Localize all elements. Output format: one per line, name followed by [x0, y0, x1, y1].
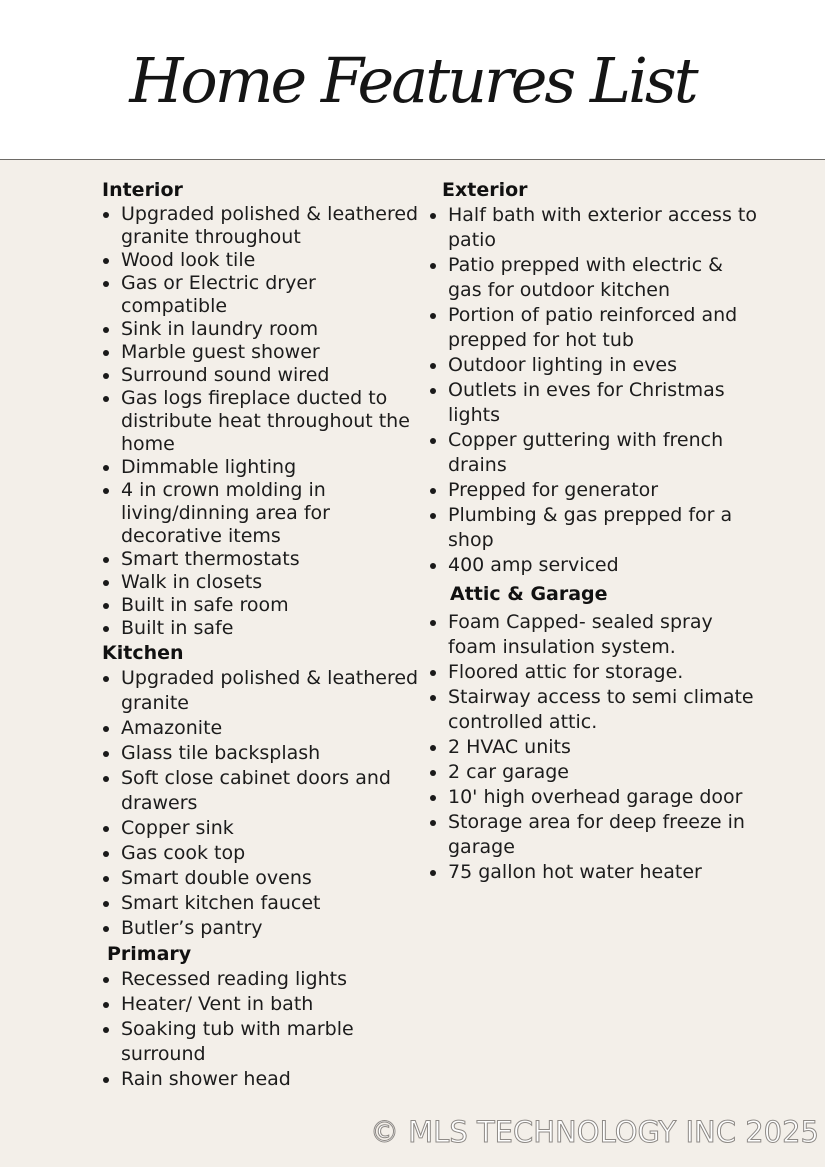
list-item: Plumbing & gas prepped for a shop — [429, 503, 759, 553]
list-item: Smart thermostats — [102, 548, 422, 571]
list-item: Glass tile backsplash — [102, 741, 422, 766]
list-item: Floored attic for storage. — [429, 660, 759, 685]
list-item: Built in safe — [102, 617, 422, 640]
list-item: Gas or Electric dryer compatible — [102, 272, 422, 318]
list-item: Storage area for deep freeze in garage — [429, 810, 759, 860]
list-item: Marble guest shower — [102, 341, 422, 364]
list-item: Copper guttering with french drains — [429, 428, 759, 478]
list-item: Smart double ovens — [102, 866, 422, 891]
attic-garage-heading: Attic & Garage — [450, 583, 608, 605]
list-item: Butler’s pantry — [102, 916, 422, 941]
list-item: Recessed reading lights — [102, 967, 422, 992]
list-item: Copper sink — [102, 816, 422, 841]
list-item: Outlets in eves for Christmas lights — [429, 378, 759, 428]
list-item: Portion of patio reinforced and prepped for hot tub — [429, 303, 759, 353]
list-item: Half bath with exterior access to patio — [429, 203, 759, 253]
header — [0, 0, 825, 160]
interior-list — [102, 203, 422, 640]
kitchen-list — [102, 666, 422, 941]
list-item: Patio prepped with electric & gas for outdoor kitchen — [429, 253, 759, 303]
left-column — [102, 178, 422, 1093]
list-item: Upgraded polished & leathered granite — [102, 666, 422, 716]
list-item: 2 car garage — [429, 760, 759, 785]
exterior-list — [429, 203, 759, 578]
list-item: 4 in crown molding in living/dinning area for decorative items — [102, 479, 422, 548]
page-title: Home Features List — [129, 44, 696, 117]
list-item: Rain shower head — [102, 1067, 422, 1092]
list-item: Dimmable lighting — [102, 456, 422, 479]
exterior-heading: Exterior — [442, 179, 528, 201]
list-item: Soaking tub with marble surround — [102, 1017, 422, 1067]
copyright-watermark: © MLS TECHNOLOGY INC 2025 — [369, 1115, 819, 1149]
list-item: Wood look tile — [102, 249, 422, 272]
primary-heading: Primary — [107, 943, 192, 965]
list-item: Upgraded polished & leathered granite throughout — [102, 203, 422, 249]
list-item: Stairway access to semi climate controlled attic. — [429, 685, 759, 735]
list-item: Gas logs fireplace ducted to distribute heat throughout the home — [102, 387, 422, 456]
features-panel — [0, 160, 825, 1167]
list-item: Outdoor lighting in eves — [429, 353, 759, 378]
list-item: Built in safe room — [102, 594, 422, 617]
list-item: Gas cook top — [102, 841, 422, 866]
interior-heading: Interior — [102, 179, 183, 201]
attic-garage-list — [429, 610, 759, 885]
list-item: Soft close cabinet doors and drawers — [102, 766, 422, 816]
primary-list — [102, 967, 422, 1092]
list-item: Heater/ Vent in bath — [102, 992, 422, 1017]
kitchen-heading: Kitchen — [102, 642, 184, 664]
list-item: 400 amp serviced — [429, 553, 759, 578]
list-item: 10' high overhead garage door — [429, 785, 759, 810]
right-column — [429, 178, 759, 886]
list-item: Prepped for generator — [429, 478, 759, 503]
list-item: Smart kitchen faucet — [102, 891, 422, 916]
list-item: Surround sound wired — [102, 364, 422, 387]
list-item: 2 HVAC units — [429, 735, 759, 760]
list-item: Sink in laundry room — [102, 318, 422, 341]
list-item: Amazonite — [102, 716, 422, 741]
list-item: Walk in closets — [102, 571, 422, 594]
list-item: Foam Capped- sealed spray foam insulation system. — [429, 610, 759, 660]
list-item: 75 gallon hot water heater — [429, 860, 759, 885]
